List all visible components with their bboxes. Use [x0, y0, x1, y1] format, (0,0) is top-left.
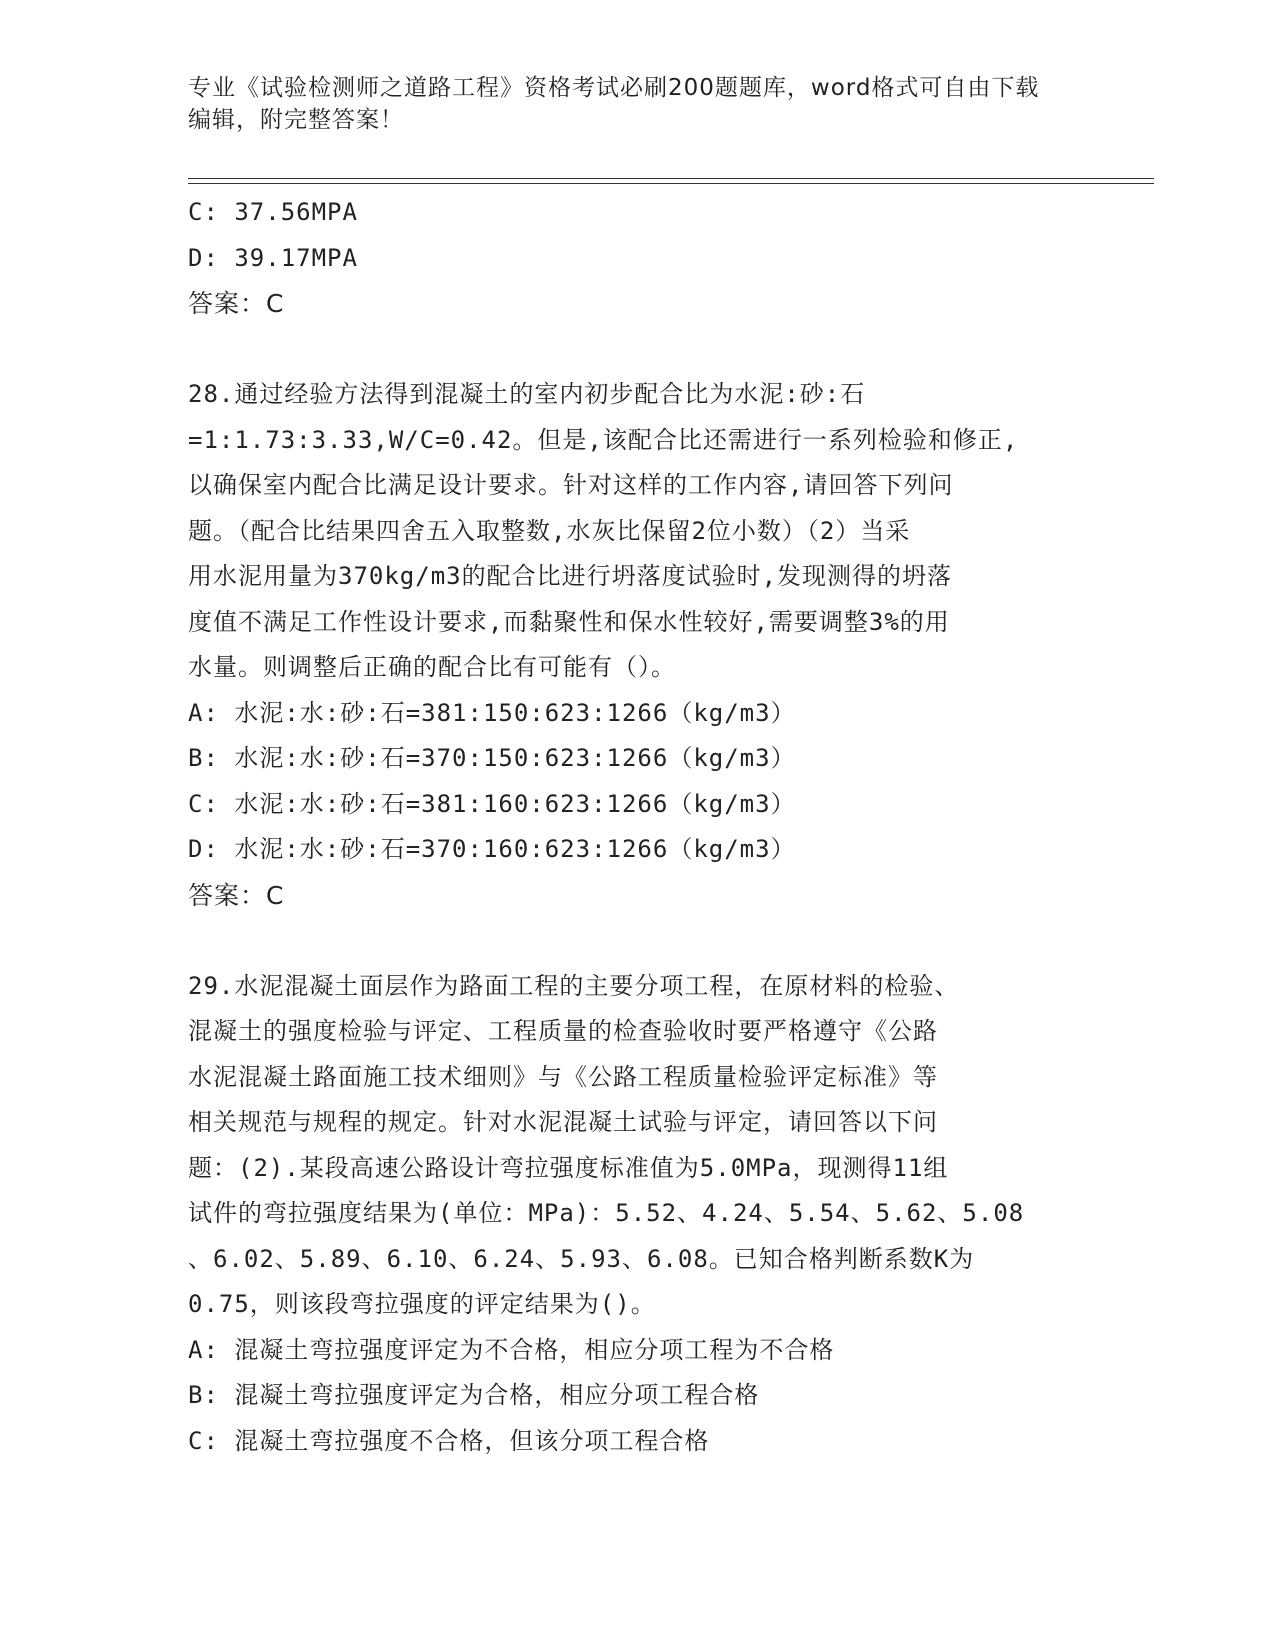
header-divider-bottom	[188, 183, 1154, 184]
header-title-line-1: 专业《试验检测师之道路工程》资格考试必刷200题题库，word格式可自由下载	[188, 75, 1040, 101]
question-stem-line: 试件的弯拉强度结果为(单位：MPa)：5.52、4.24、5.54、5.62、5.08	[188, 1199, 1025, 1227]
option-c: C: 混凝土弯拉强度不合格，但该分项工程合格	[188, 1426, 710, 1455]
question-stem-line: 水泥混凝土路面施工技术细则》与《公路工程质量检验评定标准》等	[188, 1062, 938, 1091]
option-a: A: 混凝土弯拉强度评定为不合格，相应分项工程为不合格	[188, 1335, 835, 1364]
header-title-line-2: 编辑，附完整答案！	[188, 107, 404, 133]
question-stem-line: 、6.02、5.89、6.10、6.24、5.93、6.08。已知合格判断系数K为	[188, 1244, 975, 1273]
option-b: B: 水泥:水:砂:石=370:150:623:1266（kg/m3）	[188, 744, 796, 772]
option-d: D: 39.17MPA	[188, 243, 358, 272]
spacer	[188, 327, 1088, 373]
option-d: D: 水泥:水:砂:石=370:160:623:1266（kg/m3）	[188, 835, 796, 863]
question-stem-line: 水量。则调整后正确的配合比有可能有（）。	[188, 653, 676, 681]
question-29	[188, 964, 1088, 1465]
question-stem-line: 相关规范与规程的规定。针对水泥混凝土试验与评定，请回答以下问	[188, 1108, 938, 1136]
question-stem-line: 题。（配合比结果四舍五入取整数,水灰比保留2位小数）（2）当采	[188, 516, 911, 545]
answer-line: 答案：C	[188, 880, 285, 910]
question-stem-line: 用水泥用量为370kg/m3的配合比进行坍落度试验时,发现测得的坍落	[188, 562, 953, 590]
option-c: C: 水泥:水:砂:石=381:160:623:1266（kg/m3）	[188, 789, 796, 818]
header-divider-top	[188, 178, 1154, 179]
question-stem-line: 28.通过经验方法得到混凝土的室内初步配合比为水泥:砂:石	[188, 380, 866, 408]
answer-line: 答案：C	[188, 289, 285, 318]
option-b: B: 混凝土弯拉强度评定为合格，相应分项工程合格	[188, 1381, 760, 1409]
spacer	[188, 918, 1088, 964]
question-stem-line: 29.水泥混凝土面层作为路面工程的主要分项工程，在原材料的检验、	[188, 971, 960, 1000]
question-stem-line: 题：(2).某段高速公路设计弯拉强度标准值为5.0MPa，现测得11组	[188, 1153, 949, 1182]
question-stem-line: 混凝土的强度检验与评定、工程质量的检查验收时要严格遵守《公路	[188, 1017, 938, 1045]
question-content	[188, 190, 1088, 1464]
question-28	[188, 372, 1088, 918]
question-stem-line: 度值不满足工作性设计要求,而黏聚性和保水性较好,需要调整3%的用	[188, 607, 950, 636]
previous-question-tail	[188, 190, 1088, 327]
question-stem-line: 0.75，则该段弯拉强度的评定结果为()。	[188, 1290, 656, 1318]
question-stem-line: 以确保室内配合比满足设计要求。针对这样的工作内容,请回答下列问	[188, 471, 954, 499]
option-c: C: 37.56MPA	[188, 198, 358, 226]
question-stem-line: =1:1.73:3.33,W/C=0.42。但是,该配合比还需进行一系列检验和修正,	[188, 425, 1019, 454]
option-a: A: 水泥:水:砂:石=381:150:623:1266（kg/m3）	[188, 698, 796, 727]
document-header	[188, 72, 1078, 136]
